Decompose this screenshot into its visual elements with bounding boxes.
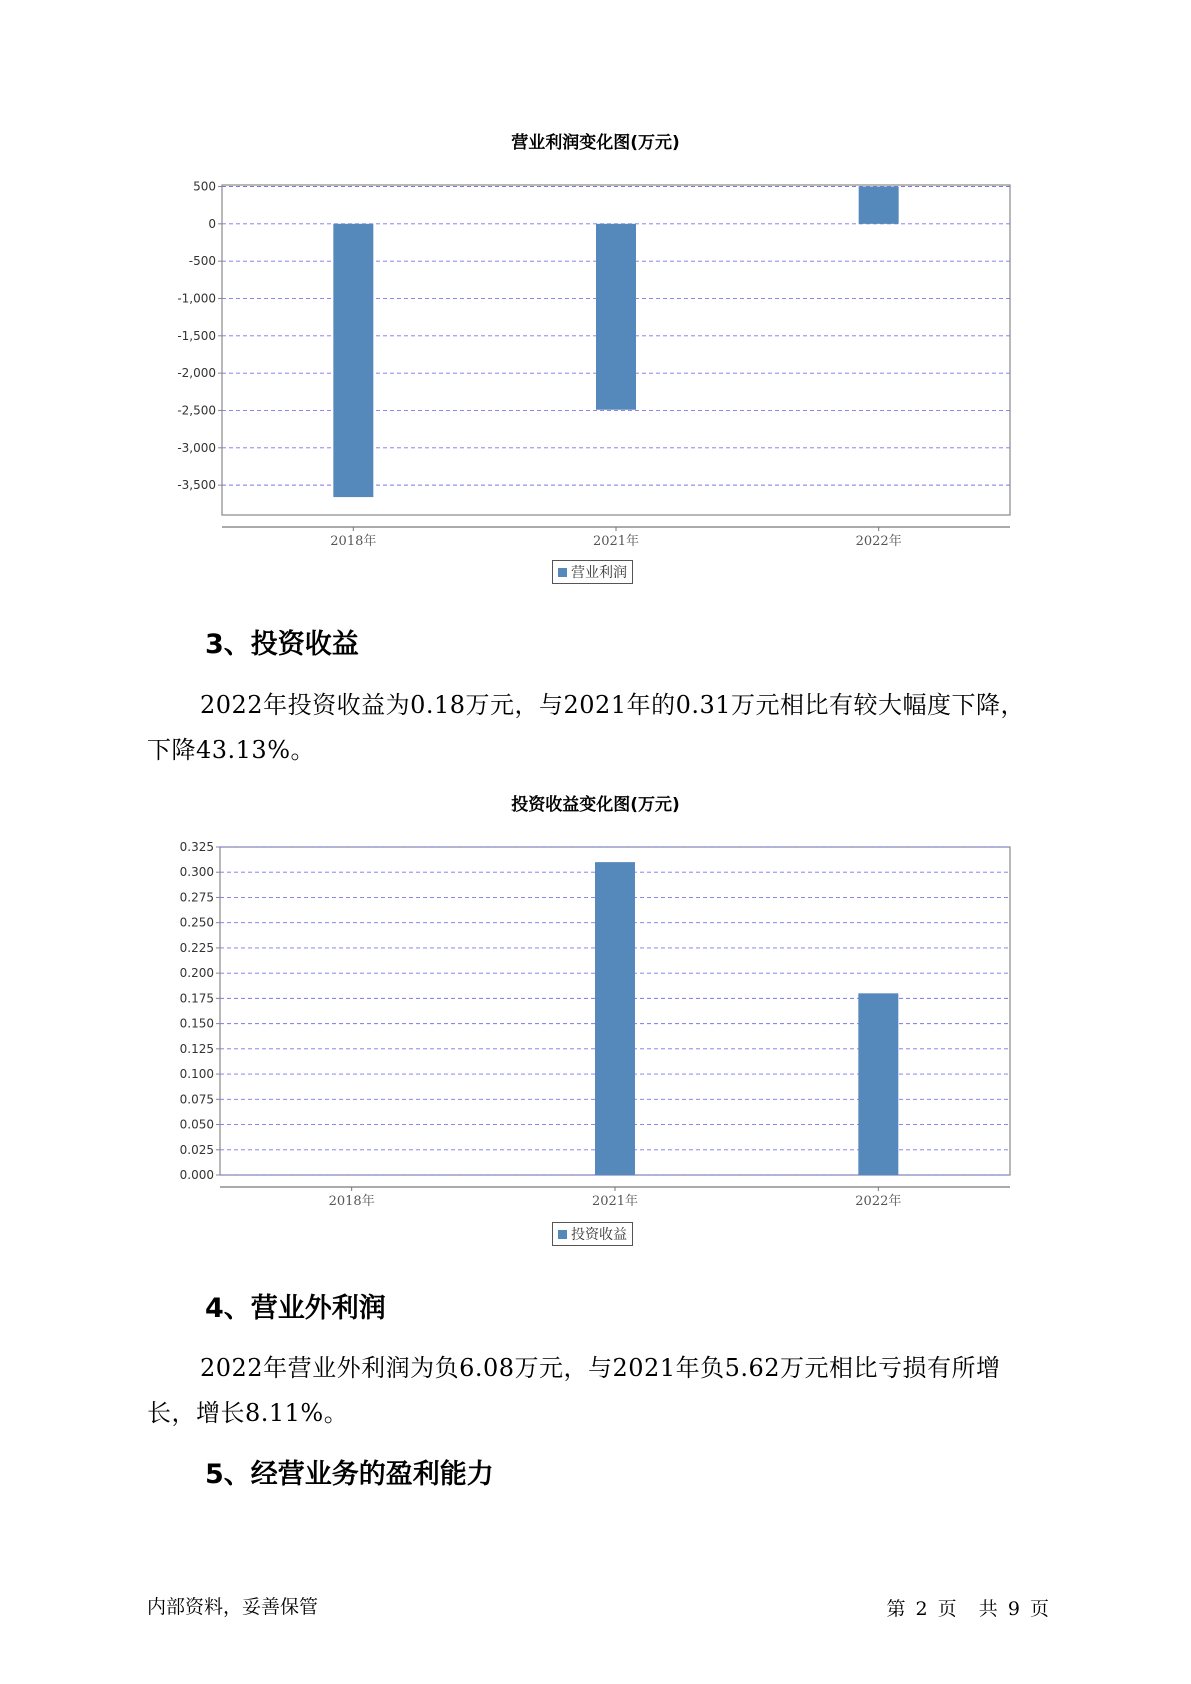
y-tick-label: -2,000 [177,366,216,381]
page-unit: 页 [937,1598,957,1620]
y-tick-label: 0.100 [179,1067,214,1082]
total-pages: 9 [1007,1598,1020,1620]
y-tick-label: -1,500 [177,328,216,343]
y-tick-label: 0.325 [179,840,214,854]
total-prefix: 共 [978,1598,998,1620]
y-tick-label: -2,500 [177,403,216,418]
chart-title: 投资收益变化图(万元) [511,795,680,815]
page-number: 2 [915,1598,928,1620]
y-tick-label: 0.250 [179,915,214,930]
paragraph-investment-income: 2022年投资收益为0.18万元，与2021年的0.31万元相比有较大幅度下降，下降43.13%。 [147,691,1026,764]
chart-legend [552,560,633,584]
bar-2021年 [596,224,636,410]
y-tick-label: 0.050 [179,1117,214,1132]
x-tick-label: 2018年 [330,534,377,549]
y-tick-label: -3,500 [177,478,216,493]
footer-confidential-note: 内部资料，妥善保管 [147,1596,319,1618]
investment-income-plot [0,790,1191,1230]
y-tick-label: -3,000 [177,440,216,455]
operating-profit-chart [0,128,1191,598]
x-tick-label: 2018年 [328,1194,375,1209]
x-tick-label: 2022年 [855,534,902,549]
y-tick-label: 0.075 [179,1092,214,1107]
page-prefix: 第 [886,1598,906,1620]
bar-2018年 [333,224,373,497]
legend-label: 营业利润 [571,565,627,581]
y-tick-label: 0.225 [179,940,214,955]
y-tick-label: 0.275 [179,890,214,905]
y-tick-label: 0.000 [179,1168,214,1182]
footer-page-number [884,1594,1051,1621]
chart-title: 营业利润变化图(万元) [511,133,680,153]
section-heading-business-profitability: 5、经营业务的盈利能力 [205,1459,494,1490]
section-heading-non-operating-profit: 4、营业外利润 [205,1293,386,1324]
legend-swatch [558,568,567,577]
y-tick-label: 0 [208,216,216,231]
x-tick-label: 2022年 [855,1194,902,1209]
paragraph-non-operating-profit: 2022年营业外利润为负6.08万元，与2021年负5.62万元相比亏损有所增长，增长8.11%。 [147,1354,1001,1427]
chart-legend [552,1222,633,1246]
y-tick-label: 0.175 [179,991,214,1006]
section-heading-investment-income: 3、投资收益 [205,629,359,660]
total-unit: 页 [1029,1598,1049,1620]
operating-profit-plot [0,128,1191,568]
y-tick-label: 0.150 [179,1016,214,1031]
y-tick-label: 0.125 [179,1041,214,1056]
legend-label: 投资收益 [571,1227,627,1243]
y-tick-label: 500 [193,179,216,194]
bar-2021年 [595,862,635,1175]
y-tick-label: -500 [188,254,216,269]
x-tick-label: 2021年 [591,1194,639,1209]
legend-swatch [558,1230,567,1239]
y-tick-label: 0.025 [179,1142,214,1157]
x-tick-label: 2021年 [592,534,640,549]
bar-2022年 [858,993,898,1175]
y-tick-label: -1,000 [177,291,216,306]
bar-2022年 [859,186,899,223]
y-tick-label: 0.300 [179,865,214,880]
investment-income-chart [0,790,1191,1260]
y-tick-label: 0.200 [179,966,214,981]
